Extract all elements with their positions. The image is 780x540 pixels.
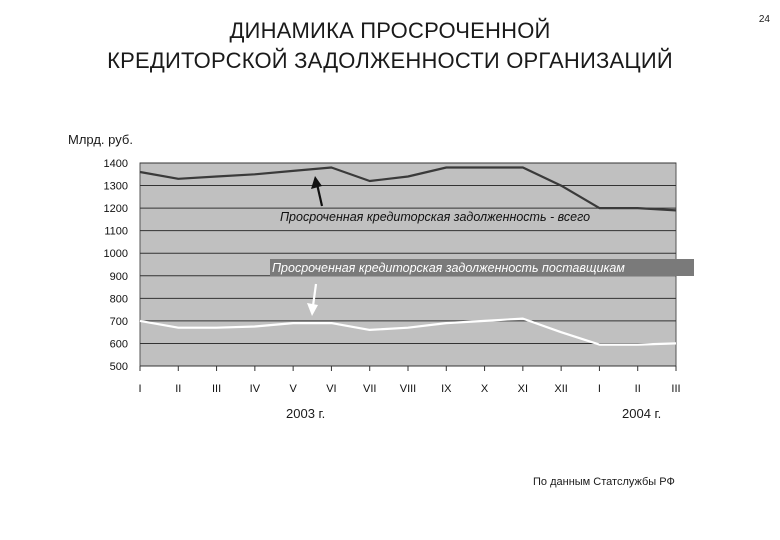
y-axis-unit-label: Млрд. руб. bbox=[68, 132, 133, 147]
x-tick-label: II bbox=[634, 383, 641, 395]
x-tick-label: IV bbox=[249, 383, 261, 395]
title-line-2: КРЕДИТОРСКОЙ ЗАДОЛЖЕННОСТИ ОРГАНИЗАЦИЙ bbox=[107, 48, 673, 73]
y-tick-label: 500 bbox=[109, 361, 128, 373]
x-tick-label: III bbox=[211, 383, 222, 395]
y-tick-label: 900 bbox=[109, 270, 128, 283]
x-tick-label: V bbox=[289, 383, 297, 395]
y-tick-label: 1200 bbox=[103, 203, 128, 216]
title-line-1: ДИНАМИКА ПРОСРОЧЕННОЙ bbox=[229, 18, 551, 43]
y-tick-label: 1100 bbox=[104, 225, 128, 238]
series-suppliers-annotation: Просроченная кредиторская задолженность поставщикам bbox=[272, 261, 625, 275]
y-tick-label: 700 bbox=[109, 315, 128, 328]
series-total-annotation: Просроченная кредиторская задолженность - всего bbox=[280, 210, 591, 224]
x-tick-label: XI bbox=[517, 383, 529, 395]
x-tick-label: IX bbox=[441, 383, 452, 395]
y-tick-label: 800 bbox=[109, 293, 128, 306]
y-tick-label: 600 bbox=[109, 338, 128, 351]
x-tick-label: I bbox=[597, 383, 601, 395]
y-tick-label: 1400 bbox=[103, 158, 128, 170]
x-tick-label: XII bbox=[554, 383, 568, 395]
year-label-2004: 2004 г. bbox=[622, 406, 662, 421]
page-number: 24 bbox=[758, 14, 770, 25]
y-tick-label: 1000 bbox=[103, 248, 128, 261]
x-tick-label: VI bbox=[326, 383, 337, 395]
x-tick-label: X bbox=[480, 383, 489, 395]
x-tick-label: VIII bbox=[399, 383, 417, 395]
x-tick-label: VII bbox=[362, 383, 377, 395]
source-note: По данным Статслужбы РФ bbox=[533, 476, 675, 488]
x-tick-label: II bbox=[175, 383, 182, 395]
x-tick-label: I bbox=[138, 383, 142, 395]
x-tick-label: III bbox=[671, 383, 681, 395]
y-tick-label: 1300 bbox=[103, 180, 128, 193]
year-label-2003: 2003 г. bbox=[286, 406, 326, 421]
